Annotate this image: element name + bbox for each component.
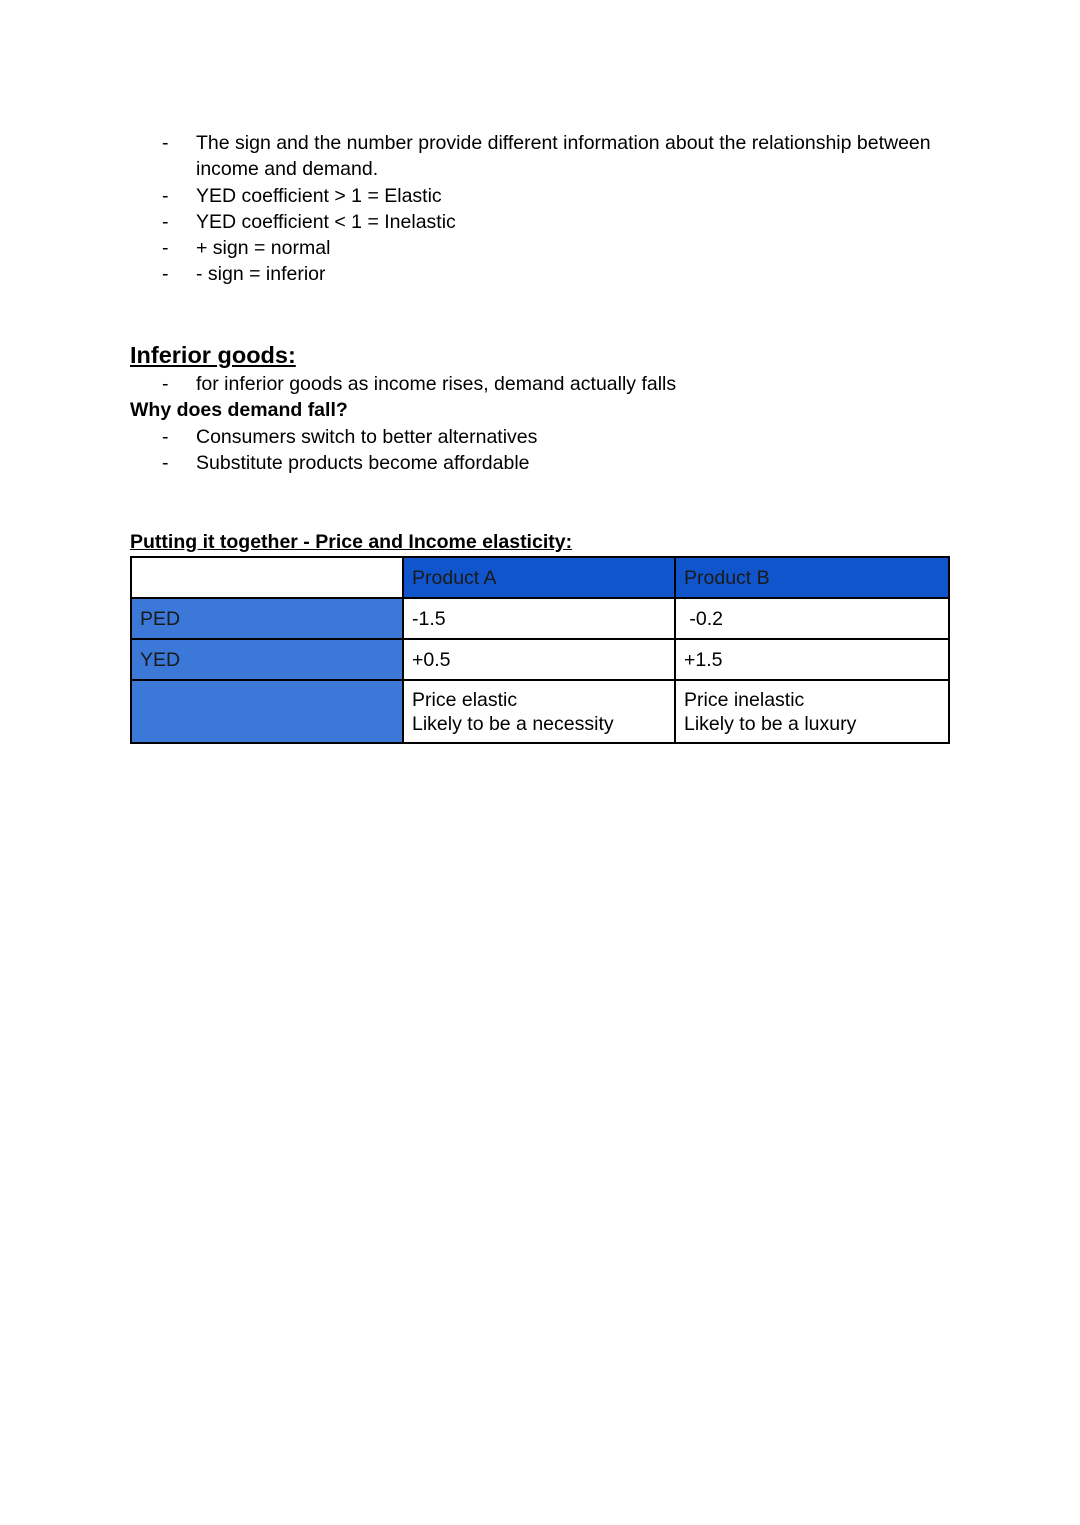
bullet-text: YED coefficient < 1 = Inelastic <box>196 210 456 233</box>
table-row <box>131 639 949 680</box>
summary-line: Price elastic <box>412 688 518 711</box>
intro-bullet-list <box>130 130 950 288</box>
table-cell: -0.2 <box>675 598 949 639</box>
bullet-text: YED coefficient > 1 = Elastic <box>196 184 442 207</box>
list-item <box>130 183 950 209</box>
list-item <box>130 130 950 183</box>
table-cell: +0.5 <box>403 639 675 680</box>
bullet-dash: - <box>162 237 169 260</box>
table-heading: Putting it together - Price and Income elasticity: <box>130 531 573 553</box>
table-summary-row <box>131 680 949 743</box>
inferior-bullet-list <box>130 371 950 397</box>
list-item <box>130 261 950 287</box>
table-cell: -1.5 <box>403 598 675 639</box>
bullet-dash: - <box>162 373 169 395</box>
list-item <box>130 424 950 450</box>
column-header-product-b: Product B <box>675 557 949 598</box>
why-demand-falls-heading: Why does demand fall? <box>130 399 348 421</box>
list-item <box>130 371 950 397</box>
elasticity-table <box>130 556 950 744</box>
bullet-dash: - <box>162 452 169 475</box>
column-header-product-a: Product A <box>403 557 675 598</box>
row-label-yed: YED <box>131 639 403 680</box>
summary-label-cell <box>131 680 403 743</box>
why-bullet-list <box>130 424 950 477</box>
inferior-goods-heading: Inferior goods: <box>130 342 296 368</box>
summary-line: Price inelastic <box>684 688 805 711</box>
list-item <box>130 209 950 235</box>
bullet-dash: - <box>162 132 169 154</box>
bullet-dash: - <box>162 210 169 233</box>
table-row <box>131 598 949 639</box>
table-corner-cell <box>131 557 403 598</box>
bullet-text: Consumers switch to better alternatives <box>196 426 538 448</box>
list-item <box>130 450 950 476</box>
table-header-row <box>131 557 949 598</box>
bullet-text: - sign = inferior <box>196 263 326 286</box>
bullet-dash: - <box>162 426 169 448</box>
list-item <box>130 235 950 261</box>
summary-line: Likely to be a necessity <box>412 712 614 735</box>
bullet-dash: - <box>162 184 169 207</box>
bullet-text: + sign = normal <box>196 237 331 260</box>
summary-line: Likely to be a luxury <box>684 712 857 735</box>
table-cell: +1.5 <box>675 639 949 680</box>
bullet-text: for inferior goods as income rises, demand actually falls <box>196 373 677 395</box>
bullet-dash: - <box>162 263 169 286</box>
bullet-text: The sign and the number provide different information about the relationship between income and demand. <box>196 132 931 181</box>
summary-cell-product-a <box>403 680 675 743</box>
row-label-ped: PED <box>131 598 403 639</box>
bullet-text: Substitute products become affordable <box>196 452 530 475</box>
summary-cell-product-b <box>675 680 949 743</box>
